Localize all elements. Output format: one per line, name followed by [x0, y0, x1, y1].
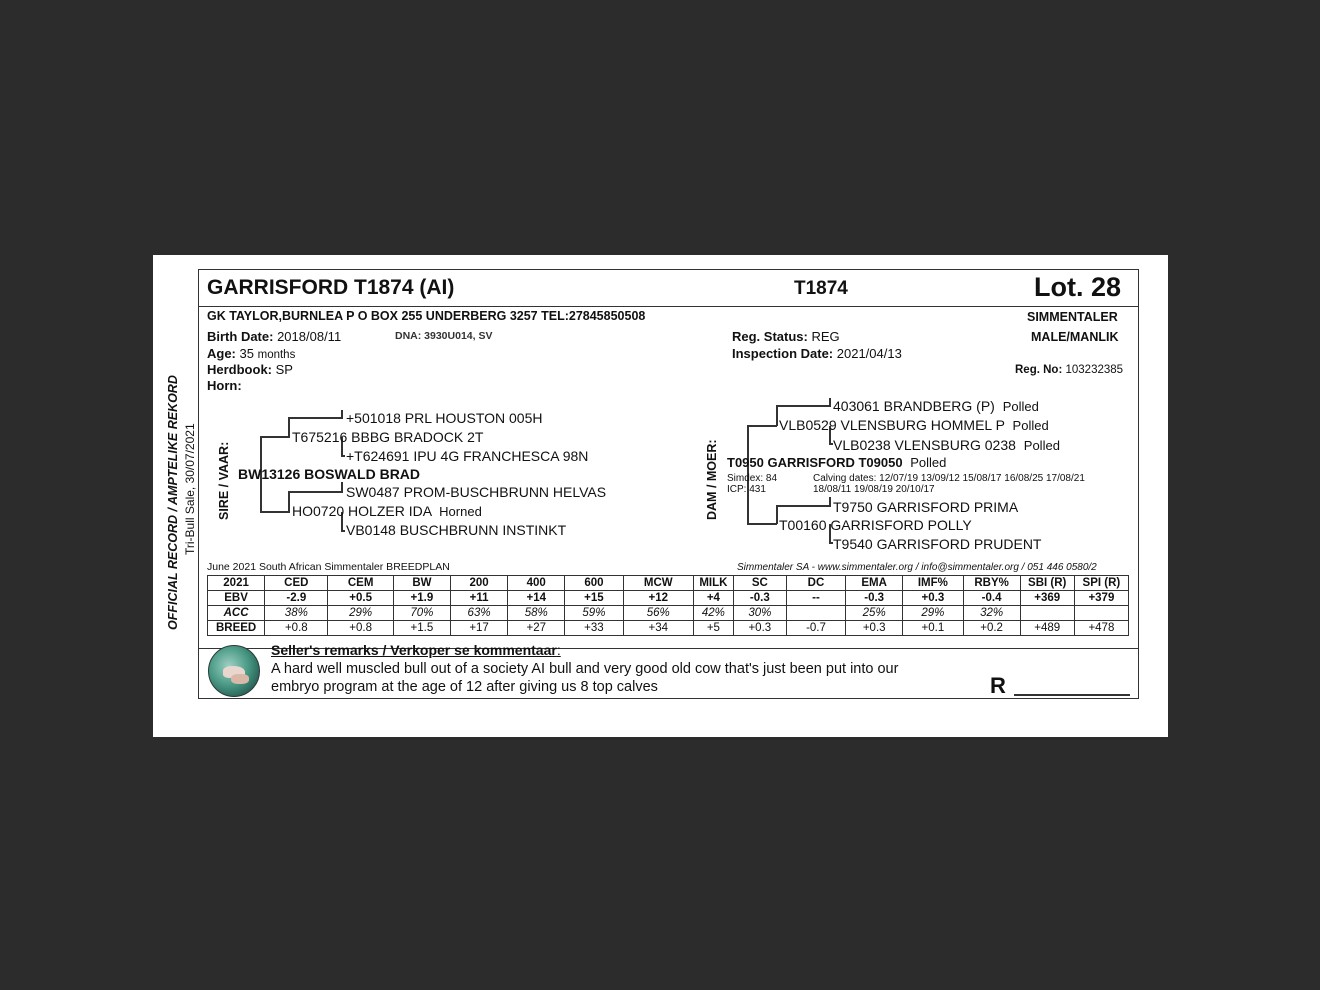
sire-granddam-name: HO0720 HOLZER IDA [292, 503, 432, 519]
header-cell: DC [786, 576, 845, 591]
breed-cell: +27 [508, 621, 565, 636]
sire-tree-line [288, 417, 343, 419]
dam-tree-line [776, 505, 831, 507]
sire-grandsire: T675216 BBBG BRADOCK 2T [292, 429, 484, 445]
reg-status-label: Reg. Status: [732, 329, 808, 344]
dam-ggdam-2: T9540 GARRISFORD PRUDENT [833, 536, 1042, 552]
breed-cell: +17 [450, 621, 507, 636]
header-cell: EMA [846, 576, 903, 591]
dam-tree-line [829, 398, 831, 406]
breed-cell: +5 [693, 621, 733, 636]
sire-tree-line [260, 436, 290, 438]
breedplan-caption: June 2021 South African Simmentaler BREEDPLAN [207, 561, 450, 573]
dam-calving-dates: Calving dates: 12/07/19 13/09/12 15/08/17 16/08/25 17/08/21 [813, 473, 1085, 484]
header-cell: 200 [450, 576, 507, 591]
reg-no-label: Reg. No: [1015, 364, 1063, 376]
ebv-cell: -0.3 [846, 591, 903, 606]
reg-no-value: 103232385 [1065, 364, 1124, 376]
dam-tree-line [776, 405, 831, 407]
official-record-label: OFFICIAL RECORD / AMPTELIKE REKORD [166, 375, 180, 630]
dam-calving-dates-2: 18/08/11 19/08/19 20/10/17 [813, 484, 935, 495]
sire-tree-line [288, 491, 290, 512]
acc-cell: 32% [963, 606, 1020, 621]
acc-cell: 38% [265, 606, 328, 621]
dna-info: DNA: 3930U014, SV [395, 330, 493, 342]
acc-cell: 58% [508, 606, 565, 621]
inspection-date-label: Inspection Date: [732, 346, 834, 361]
dam-tree-line [776, 505, 778, 524]
ebv-cell: +15 [565, 591, 623, 606]
sire-tree-line [341, 482, 343, 492]
acc-cell [1074, 606, 1128, 621]
acc-cell: 70% [393, 606, 450, 621]
ebv-cell: +1.9 [393, 591, 450, 606]
sire-granddam-horn: Horned [439, 504, 482, 519]
breed-cell: +489 [1020, 621, 1074, 636]
ebv-table [207, 575, 1129, 636]
header-cell: RBY% [963, 576, 1020, 591]
breed-cell: +0.3 [733, 621, 786, 636]
dam-tree-line [776, 405, 778, 426]
sire-granddam [292, 503, 482, 519]
price-blank-line[interactable] [1014, 694, 1130, 696]
dam-ggsire [833, 398, 1039, 414]
dam-ggdam-horn: Polled [1023, 438, 1060, 453]
dam-label: DAM / MOER: [705, 439, 719, 520]
ebv-cell: -2.9 [265, 591, 328, 606]
sale-label: Tri-Bull Sale, 30/07/2021 [183, 423, 197, 555]
dam-ggsire-name: 403061 BRANDBERG (P) [833, 398, 995, 414]
breed-cell: -0.7 [786, 621, 845, 636]
dam-grandsire-horn: Polled [1012, 418, 1049, 433]
animal-name: GARRISFORD T1874 (AI) [207, 276, 455, 299]
dam-ggsire-2: T9750 GARRISFORD PRIMA [833, 499, 1019, 515]
sire-tree-line [288, 491, 343, 493]
acc-cell [786, 606, 845, 621]
ebv-cell: +11 [450, 591, 507, 606]
sire-tree-line [341, 530, 345, 532]
header-cell: MCW [623, 576, 693, 591]
header-cell: SBI (R) [1020, 576, 1074, 591]
breed-label: SIMMENTALER [1027, 310, 1118, 324]
acc-cell: 29% [903, 606, 963, 621]
dam-ggdam-name: VLB0238 VLENSBURG 0238 [833, 437, 1016, 453]
dam-name-horn: Polled [910, 455, 947, 470]
acc-cell: 42% [693, 606, 733, 621]
acc-cell: 59% [565, 606, 623, 621]
row-label: ACC [208, 606, 265, 621]
dam-tree-line [747, 425, 777, 427]
header-cell: CED [265, 576, 328, 591]
row-label: EBV [208, 591, 265, 606]
dam-name-value: T0950 GARRISFORD T09050 [727, 455, 903, 470]
price-label: R [990, 673, 1006, 698]
sire-tree-line [260, 511, 290, 513]
reg-no [1015, 364, 1123, 376]
acc-row [208, 606, 1129, 621]
dam-icp: ICP: 431 [727, 484, 766, 495]
remarks-line-2: embryo program at the age of 12 after giving us 8 top calves [271, 679, 658, 695]
breed-cell: +0.8 [265, 621, 328, 636]
ebv-cell: +379 [1074, 591, 1128, 606]
birth-date-label: Birth Date: [207, 329, 274, 344]
sire-tree-line [288, 417, 290, 437]
dam-simdex: Simdex: 84 [727, 473, 778, 484]
ebv-cell: +12 [623, 591, 693, 606]
ebv-row [208, 591, 1129, 606]
age-unit: months [257, 349, 296, 361]
sire-name: BW13126 BOSWALD BRAD [238, 466, 421, 482]
horn-label: Horn: [207, 378, 242, 393]
dam-tree-line [747, 523, 777, 525]
sire-ggdam: +T624691 IPU 4G FRANCHESCA 98N [346, 448, 589, 464]
dam-tree-line [829, 497, 831, 506]
header-cell: 600 [565, 576, 623, 591]
ebv-cell: +14 [508, 591, 565, 606]
inspection-date-value: 2021/04/13 [836, 346, 902, 361]
herdbook [207, 362, 293, 377]
acc-cell: 63% [450, 606, 507, 621]
inspection-date [732, 346, 902, 361]
header-cell: SC [733, 576, 786, 591]
sire-label: SIRE / VAAR: [217, 441, 231, 520]
header-cell: 2021 [208, 576, 265, 591]
sire-tree-line [341, 455, 345, 457]
header-cell: SPI (R) [1074, 576, 1128, 591]
age-label: Age: [207, 346, 236, 361]
cow-graphic [231, 674, 249, 684]
header-divider [198, 306, 1139, 307]
header-cell: BW [393, 576, 450, 591]
header-cell: 400 [508, 576, 565, 591]
ebv-cell: +0.5 [328, 591, 393, 606]
header-cell: CEM [328, 576, 393, 591]
row-label: BREED [208, 621, 265, 636]
dam-name [727, 455, 946, 470]
ebv-cell: +0.3 [903, 591, 963, 606]
ebv-cell: +4 [693, 591, 733, 606]
remarks-line-1: A hard well muscled bull out of a society AI bull and very good old cow that's just been put into our [271, 661, 899, 677]
ebv-cell: -0.3 [733, 591, 786, 606]
remarks-title: Seller's remarks / Verkoper se kommentaar: [271, 642, 561, 658]
ebv-cell: +369 [1020, 591, 1074, 606]
acc-cell [1020, 606, 1074, 621]
remarks-title-text: Seller's remarks / Verkoper se kommentaar [271, 642, 557, 658]
breed-cell: +1.5 [393, 621, 450, 636]
owner-address: GK TAYLOR,BURNLEA P O BOX 255 UNDERBERG 3257 TEL:27845850508 [207, 309, 646, 323]
ebv-cell: -- [786, 591, 845, 606]
dam-ggsire-horn: Polled [1002, 399, 1039, 414]
dam-grandsire [779, 417, 1049, 433]
reg-status-value: REG [811, 329, 840, 344]
acc-cell: 25% [846, 606, 903, 621]
header-cell: MILK [693, 576, 733, 591]
breed-cell: +0.2 [963, 621, 1020, 636]
breed-cell: +478 [1074, 621, 1128, 636]
age-value: 35 [239, 346, 254, 361]
animal-code: T1874 [794, 278, 848, 299]
breed-cell: +33 [565, 621, 623, 636]
lot-number: Lot. 28 [1034, 272, 1122, 302]
ebv-cell: -0.4 [963, 591, 1020, 606]
header-cell: IMF% [903, 576, 963, 591]
birth-date-value: 2018/08/11 [277, 329, 342, 344]
breed-cell: +0.3 [846, 621, 903, 636]
simmentaler-logo-icon [208, 645, 260, 697]
reg-status [732, 329, 840, 344]
acc-cell: 56% [623, 606, 693, 621]
acc-cell: 29% [328, 606, 393, 621]
acc-cell: 30% [733, 606, 786, 621]
breed-row [208, 621, 1129, 636]
sire-tree-line [341, 410, 343, 418]
sire-ggsire-2: SW0487 PROM-BUSCHBRUNN HELVAS [346, 484, 607, 500]
dam-granddam: T00160 GARRISFORD POLLY [779, 517, 972, 533]
dam-ggdam [833, 437, 1060, 453]
herdbook-value: SP [275, 362, 293, 377]
sire-ggsire: +501018 PRL HOUSTON 005H [346, 410, 543, 426]
breed-cell: +34 [623, 621, 693, 636]
dam-grandsire-name: VLB0529 VLENSBURG HOMMEL P [779, 417, 1005, 433]
breed-cell: +0.8 [328, 621, 393, 636]
birth-date [207, 329, 341, 344]
herdbook-label: Herdbook: [207, 362, 272, 377]
breed-cell: +0.1 [903, 621, 963, 636]
ebv-header-row [208, 576, 1129, 591]
sex-label: MALE/MANLIK [1031, 330, 1119, 344]
age [207, 346, 295, 361]
breedplan-contact: Simmentaler SA - www.simmentaler.org / info@simmentaler.org / 051 446 0580/2 [737, 562, 1097, 573]
sire-ggdam-2: VB0148 BUSCHBRUNN INSTINKT [346, 522, 567, 538]
